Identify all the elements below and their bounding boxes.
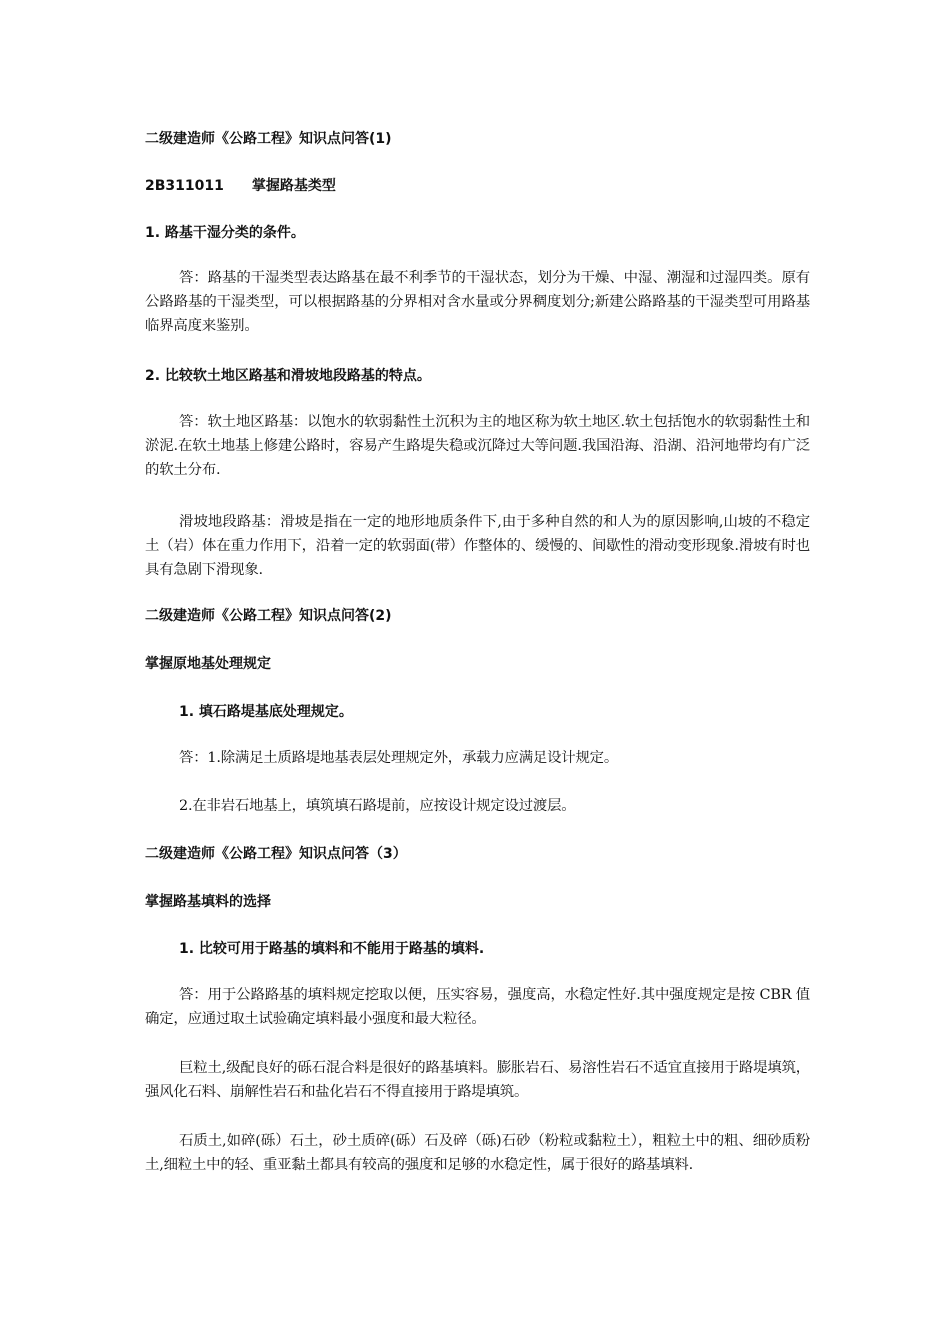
section-1-topic: 掌握路基类型 [251,178,336,194]
section-3-title: 二级建造师《公路工程》知识点问答（3） [145,846,407,862]
question-1: 1. 路基干湿分类的条件。 [145,225,305,241]
section-1-heading [145,177,810,195]
answer-2-landslide: 滑坡地段路基：滑坡是指在一定的地形地质条件下,由于多种自然的和人为的原因影响,山坡的不稳定土（岩）体在重力作用下，沿着一定的软弱面(带）作整体的、缓慢的、间歇性的滑动变形现象.滑坡有时也具有急剧下滑现象. [145,514,810,578]
section-2-topic: 掌握原地基处理规定 [145,656,271,672]
section-2-title: 二级建造师《公路工程》知识点问答(2) [145,608,392,624]
section-3-topic: 掌握路基填料的选择 [145,894,271,910]
answer-3-item-1: 答：1.除满足土质路堤地基表层处理规定外，承载力应满足设计规定。 [179,750,619,766]
answer-3-item-2: 2.在非岩石地基上，填筑填石路堤前，应按设计规定设过渡层。 [179,798,576,814]
answer-4-stony-soil: 石质土,如碎(砾）石土，砂土质碎(砾）石及碎（砾)石砂（粉粒或黏粒土），粗粒土中的粗、细砂质粉土,细粒土中的轻、重亚黏土都具有较高的强度和足够的水稳定性，属于很好的路基填料. [145,1133,810,1173]
section-1-code: 2B311011 [145,178,224,194]
question-3: 1. 填石路堤基底处理规定。 [179,704,353,720]
section-1-title: 二级建造师《公路工程》知识点问答(1) [145,131,392,147]
answer-2-soft-soil: 答：软土地区路基：以饱水的软弱黏性土沉积为主的地区称为软土地区.软土包括饱水的软弱黏性土和淤泥.在软土地基上修建公路时，容易产生路堤失稳或沉降过大等问题.我国沿海、沿湖、沿河地带均有广泛的软土分布. [145,414,810,478]
answer-1: 答：路基的干湿类型表达路基在最不利季节的干湿状态，划分为干燥、中湿、潮湿和过湿四类。原有公路路基的干湿类型，可以根据路基的分界相对含水量或分界稠度划分;新建公路路基的干湿类型可用路基临界高度来鉴别。 [145,270,810,334]
answer-4-requirements: 答：用于公路路基的填料规定挖取以便，压实容易，强度高，水稳定性好.其中强度规定是按 CBR 值确定，应通过取土试验确定填料最小强度和最大粒径。 [145,987,810,1027]
question-4: 1. 比较可用于路基的填料和不能用于路基的填料. [179,941,485,957]
answer-4-gravel: 巨粒土,级配良好的砾石混合料是很好的路基填料。膨胀岩石、易溶性岩石不适宜直接用于路堤填筑，强风化石料、崩解性岩石和盐化岩石不得直接用于路堤填筑。 [145,1060,810,1100]
question-2: 2. 比较软土地区路基和滑坡地段路基的特点。 [145,368,431,384]
